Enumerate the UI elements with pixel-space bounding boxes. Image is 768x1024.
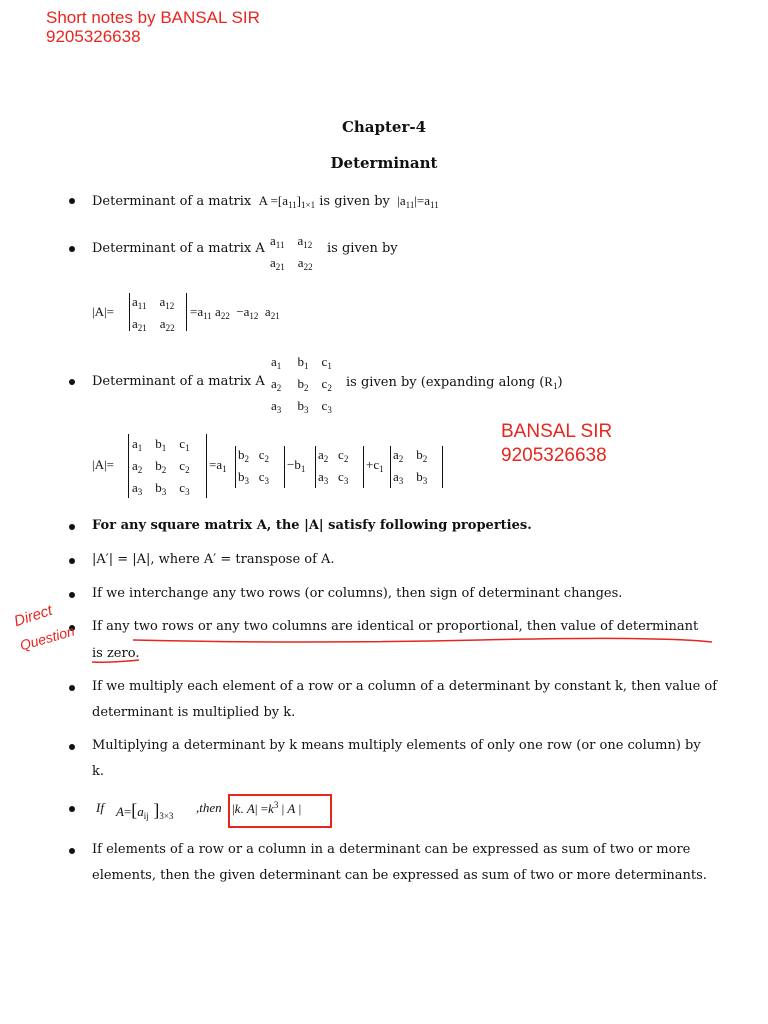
red-underline-annotation: [0, 600, 768, 680]
minor-1-r2: $b_3$ $c_3$: [238, 469, 270, 486]
det-2x2-row1: $a_{11}$ $a_{12}$: [132, 294, 175, 311]
bullet-10-matrix: $A=[a_{ij}$ ]$_{3\times 3}$: [116, 800, 174, 821]
det-bar: [363, 446, 364, 488]
bullet-dot: [69, 685, 75, 691]
bullet-10-if: If: [96, 800, 104, 815]
bullet-7-line1: If any two rows or any two columns are identical or proportional, then value of determinant: [92, 619, 699, 634]
bullet-1-mid: is given by: [319, 194, 390, 209]
bullet-4: For any square matrix A, the |A| satisfy following properties.: [92, 518, 532, 533]
det-bar: [235, 446, 236, 488]
bullet-dot: [69, 246, 75, 252]
det-2x2-rhs: $=a_{11}$ $a_{22} -a_{12}$ $a_{21}$: [190, 304, 280, 321]
det-3x3-b1: $-b_1$: [287, 457, 306, 474]
det-bar: [129, 293, 130, 331]
bullet-2-mid: is given by: [327, 241, 398, 256]
stamp-name: BANSAL SIR: [501, 421, 613, 442]
minor-3-r1: $a_2$ $b_2$: [393, 447, 428, 464]
bullet-11-line1: If elements of a row or a column in a determinant can be expressed as sum of two or more: [92, 842, 691, 857]
det-bar: [284, 446, 285, 488]
bullet-dot: [69, 806, 75, 812]
bullet-8-line2: determinant is multiplied by k.: [92, 705, 296, 720]
det-bar: [315, 446, 316, 488]
bullet-3-end: ): [557, 375, 563, 390]
det-2x2-lhs: |A|=: [92, 304, 114, 319]
matrix-3x3-row1: $a_1$ $b_1$ $c_1$: [271, 354, 332, 371]
bullet-1: Determinant of a matrix $A =[a_{11}]_{1\times 1}$ is given by $|a_{11}|=a_{11}$: [92, 193, 439, 210]
bullet-dot: [69, 558, 75, 564]
matrix-3x3-row2: $a_2$ $b_2$ $c_2$: [271, 376, 332, 393]
bullet-dot: [69, 524, 75, 530]
annotation-direct: Direct: [12, 601, 55, 631]
bullet-11-line2: elements, then the given determinant can be expressed as sum of two or more determinants.: [92, 868, 707, 883]
bullet-dot: [69, 592, 75, 598]
bullet-dot: [69, 379, 75, 385]
det-2x2-row2: $a_{21}$ $a_{22}$: [132, 316, 175, 333]
det-3x3-r3: $a_3$ $b_3$ $c_3$: [132, 480, 190, 497]
det-bar: [442, 446, 443, 488]
bullet-dot: [69, 848, 75, 854]
bullet-10-then: ,then: [196, 800, 222, 815]
bullet-2-text: Determinant of a matrix A: [92, 241, 265, 256]
header-phone: 9205326638: [46, 27, 141, 46]
det-bar: [390, 446, 391, 488]
matrix-3x3-row3: $a_3$ $b_3$ $c_3$: [271, 398, 332, 415]
det-3x3-r1: $a_1$ $b_1$ $c_1$: [132, 436, 190, 453]
bullet-1-text: Determinant of a matrix: [92, 194, 252, 209]
det-bar: [206, 434, 207, 498]
bullet-9-line1: Multiplying a determinant by k means multiply elements of only one row (or one column) by: [92, 738, 701, 753]
bullet-9-line2: k.: [92, 764, 105, 779]
det-bar: [128, 434, 129, 498]
chapter-heading: Chapter-4: [341, 118, 427, 136]
bullet-6: If we interchange any two rows (or columns), then sign of determinant changes.: [92, 586, 623, 601]
bullet-3-text: Determinant of a matrix A: [92, 374, 265, 389]
det-bar: [186, 293, 187, 331]
page-title: Determinant: [330, 154, 438, 172]
stamp-phone: 9205326638: [501, 445, 607, 466]
bullet-8-line1: If we multiply each element of a row or a column of a determinant by constant k, then value of: [92, 679, 718, 694]
det-3x3-r2: $a_2$ $b_2$ $c_2$: [132, 458, 190, 475]
bullet-3-mid: is given by (expanding along $(R_1)$: [346, 374, 563, 391]
det-3x3-lhs: |A|=: [92, 457, 114, 472]
det-3x3-a1: $=a_1$: [209, 457, 227, 474]
header-title: Short notes by BANSAL SIR: [46, 8, 260, 27]
matrix-2x2-row2: $a_{21}$ $a_{22}$: [270, 255, 313, 272]
annotation-question: Question: [18, 622, 77, 654]
minor-2-r1: $a_2$ $c_2$: [318, 447, 349, 464]
minor-1-r1: $b_2$ $c_2$: [238, 447, 270, 464]
det-3x3-c1: $+c_1$: [366, 457, 384, 474]
minor-2-r2: $a_3$ $c_3$: [318, 469, 349, 486]
bullet-5: |A′| = |A|, where A′ = transpose of A.: [92, 552, 335, 567]
bullet-3-mid-text: is given by (expanding along (: [346, 375, 545, 390]
minor-3-r2: $a_3$ $b_3$: [393, 469, 428, 486]
bullet-dot: [69, 198, 75, 204]
bullet-7-line2: is zero.: [92, 646, 140, 661]
bullet-10-formula: |k. $A| =k^3$ | A |: [232, 800, 302, 816]
matrix-2x2-row1: $a_{11}$ $a_{12}$: [270, 233, 313, 250]
bullet-dot: [69, 744, 75, 750]
